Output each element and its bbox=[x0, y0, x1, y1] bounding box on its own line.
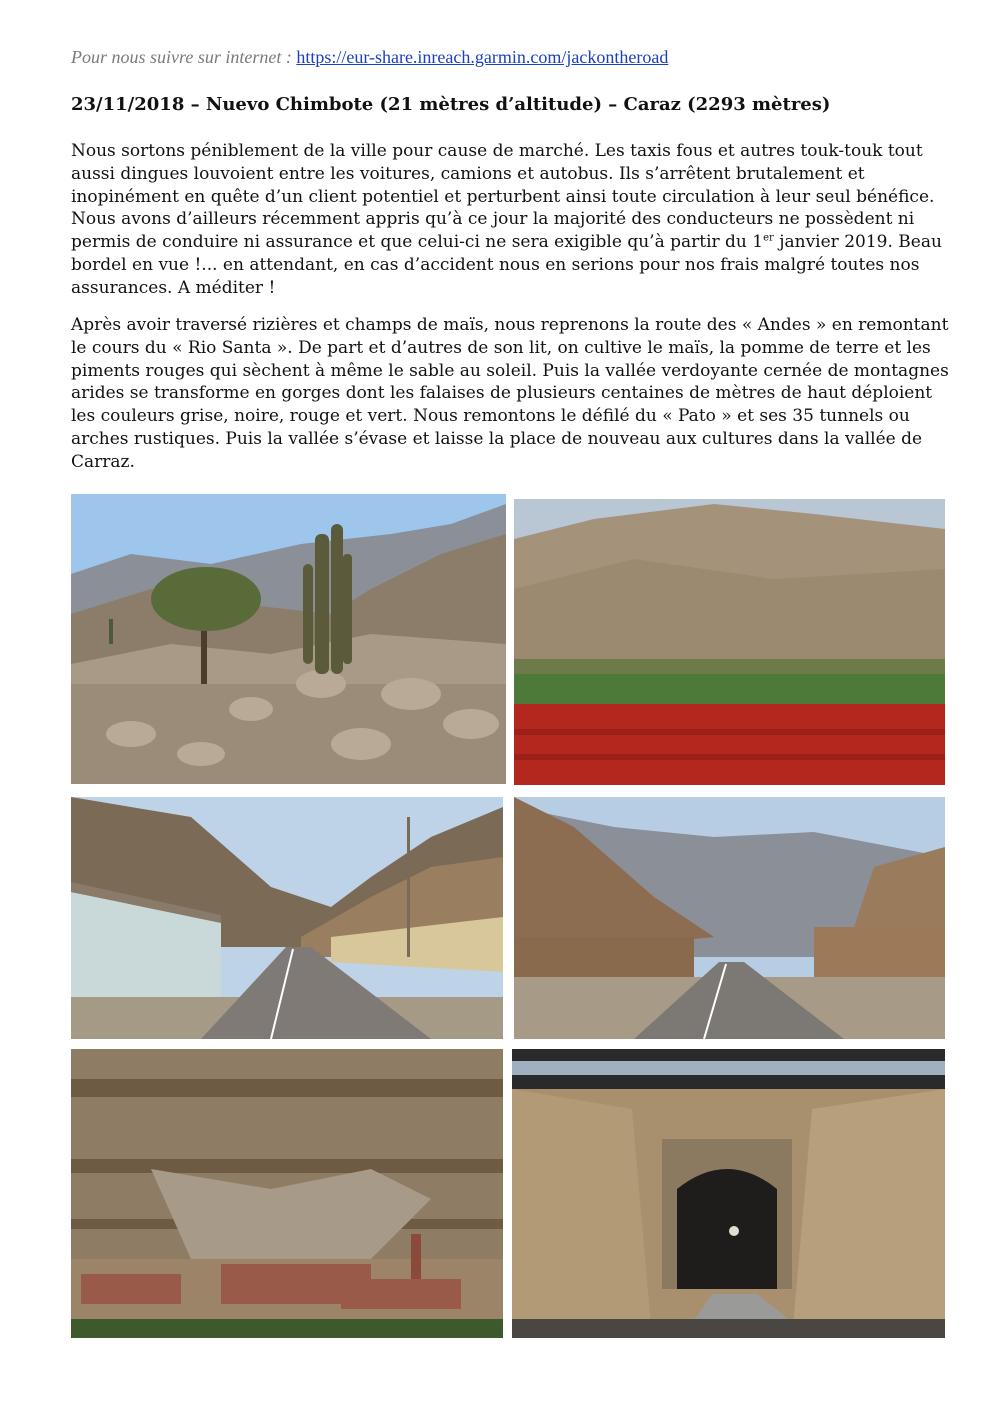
page-title: 23/11/2018 – Nuevo Chimbote (21 mètres d’altitude) – Caraz (2293 mètres) bbox=[71, 94, 831, 115]
garmin-link[interactable]: https://eur-share.inreach.garmin.com/jackontheroad bbox=[296, 47, 669, 67]
ordinal-sup: er bbox=[763, 232, 774, 244]
photo-cactus-desert bbox=[71, 494, 506, 784]
paragraph1-text-end: janvier 2019. Beau bordel en vue !... en attendant, en cas d’accident nous en serions pour nos frais malgré toutes nos assurances. A méditer ! bbox=[71, 232, 942, 298]
photo-rock-tunnel bbox=[512, 1049, 945, 1338]
photo-adobe-road bbox=[514, 797, 945, 1039]
photo-cliffs-factory bbox=[71, 1049, 503, 1338]
paragraph-market bbox=[71, 140, 951, 300]
follow-label: Pour nous suivre sur internet : bbox=[71, 47, 297, 67]
photo-village-road bbox=[71, 797, 503, 1039]
follow-line bbox=[71, 47, 668, 68]
photo-red-peppers-field bbox=[514, 499, 945, 785]
paragraph1-text: Nous sortons péniblement de la ville pour cause de marché. Les taxis fous et autres touk-touk tout aussi dingues louvoient entre les voitures, camions et autobus. Ils s’arrêtent brutalement et inopinément en quête d’un client potentiel et perturbent ainsi toute circulation à leur seul bénéfice. Nous avons d’ailleurs récemment appris qu’à ce jour la majorité des conducteurs ne possèdent ni permis de conduire ni assurance et que celui-ci ne sera exigible qu’à partir du 1 bbox=[71, 141, 935, 253]
paragraph-andes: Après avoir traversé rizières et champs de maïs, nous reprenons la route des « Andes » en remontant le cours du « Rio Santa ». De part et d’autres de son lit, on cultive le maïs, la pomme de terre et les piments rouges qui sèchent à même le sable au soleil. Puis la vallée verdoyante cernée de montagnes arides se transforme en gorges dont les falaises de plusieurs centaines de mètres de haut déploient les couleurs grise, noire, rouge et vert. Nous remontons le défilé du « Pato » et ses 35 tunnels ou arches rustiques. Puis la vallée s’évase et laisse la place de nouveau aux cultures dans la vallée de Carraz. bbox=[71, 315, 949, 472]
